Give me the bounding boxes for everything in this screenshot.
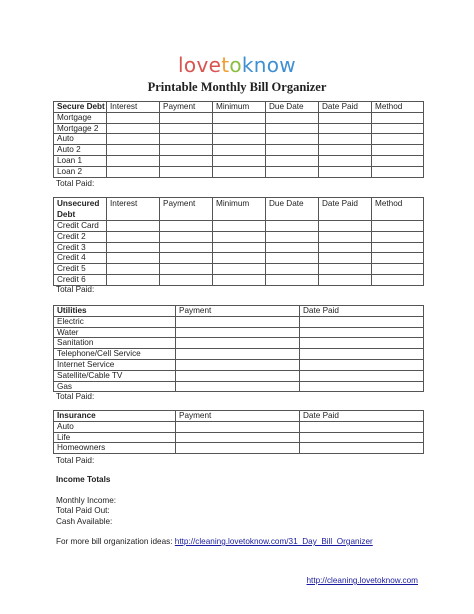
cell[interactable] bbox=[107, 274, 160, 285]
row-label: Credit 3 bbox=[54, 242, 107, 253]
bill-organizer-link[interactable]: http://cleaning.lovetoknow.com/31_Day_Bill_Organizer bbox=[174, 537, 373, 546]
cell[interactable] bbox=[176, 359, 300, 370]
cell[interactable] bbox=[160, 264, 213, 275]
cell[interactable] bbox=[300, 443, 424, 454]
cell[interactable] bbox=[176, 338, 300, 349]
cell[interactable] bbox=[160, 231, 213, 242]
cell[interactable] bbox=[107, 155, 160, 166]
monthly-income-label: Monthly Income: bbox=[56, 496, 117, 505]
cell[interactable] bbox=[266, 274, 319, 285]
cell[interactable] bbox=[213, 155, 266, 166]
cell[interactable] bbox=[300, 359, 424, 370]
insurance-total-paid-label: Total Paid: bbox=[56, 456, 95, 465]
footer-prefix: For more bill organization ideas: bbox=[56, 537, 175, 546]
row-label: Loan 2 bbox=[54, 166, 107, 177]
bottom-site-link[interactable]: http://cleaning.lovetoknow.com bbox=[306, 576, 418, 585]
cell[interactable] bbox=[319, 221, 372, 232]
secure-total-paid-label: Total Paid: bbox=[56, 179, 95, 188]
utilities-table bbox=[53, 305, 424, 392]
cell[interactable] bbox=[107, 145, 160, 156]
cell[interactable] bbox=[372, 231, 424, 242]
cell[interactable] bbox=[213, 264, 266, 275]
table-row bbox=[54, 134, 424, 145]
cell[interactable] bbox=[372, 134, 424, 145]
cell[interactable] bbox=[176, 421, 300, 432]
cell[interactable] bbox=[176, 370, 300, 381]
table-row bbox=[54, 381, 424, 392]
cell[interactable] bbox=[160, 242, 213, 253]
row-label: Electric bbox=[54, 316, 176, 327]
cell[interactable] bbox=[319, 166, 372, 177]
cell[interactable] bbox=[107, 242, 160, 253]
table-row bbox=[54, 253, 424, 264]
table-row bbox=[54, 221, 424, 232]
row-label: Sanitation bbox=[54, 338, 176, 349]
cell[interactable] bbox=[372, 221, 424, 232]
cell[interactable] bbox=[266, 231, 319, 242]
row-label: Auto 2 bbox=[54, 145, 107, 156]
cell[interactable] bbox=[372, 155, 424, 166]
cell[interactable] bbox=[300, 381, 424, 392]
table-row bbox=[54, 123, 424, 134]
cell[interactable] bbox=[266, 253, 319, 264]
logo-segment-love: love bbox=[178, 53, 222, 77]
cell[interactable] bbox=[213, 123, 266, 134]
table-row bbox=[54, 274, 424, 285]
table-row bbox=[54, 231, 424, 242]
cell[interactable] bbox=[300, 338, 424, 349]
logo-segment-know: know bbox=[241, 53, 296, 77]
cell[interactable] bbox=[372, 274, 424, 285]
cell[interactable] bbox=[266, 264, 319, 275]
table-row bbox=[54, 242, 424, 253]
table-row bbox=[54, 316, 424, 327]
row-label: Satellite/Cable TV bbox=[54, 370, 176, 381]
cell[interactable] bbox=[300, 327, 424, 338]
unsecured-debt-table bbox=[53, 197, 424, 286]
cell[interactable] bbox=[213, 145, 266, 156]
column-header: Payment bbox=[160, 198, 213, 221]
column-header: Date Paid bbox=[300, 411, 424, 422]
cell[interactable] bbox=[107, 253, 160, 264]
cell[interactable] bbox=[319, 253, 372, 264]
cell[interactable] bbox=[176, 349, 300, 360]
row-label: Auto bbox=[54, 134, 107, 145]
cell[interactable] bbox=[372, 242, 424, 253]
table-row bbox=[54, 338, 424, 349]
column-header: Date Paid bbox=[319, 102, 372, 113]
table-row bbox=[54, 432, 424, 443]
cell[interactable] bbox=[266, 134, 319, 145]
footer-text bbox=[56, 537, 373, 547]
column-header: Insurance bbox=[54, 411, 176, 422]
cell[interactable] bbox=[176, 432, 300, 443]
cell[interactable] bbox=[213, 134, 266, 145]
cell[interactable] bbox=[160, 253, 213, 264]
cell[interactable] bbox=[160, 112, 213, 123]
row-label: Mortgage bbox=[54, 112, 107, 123]
cell[interactable] bbox=[300, 370, 424, 381]
column-header: Minimum bbox=[213, 198, 266, 221]
cell[interactable] bbox=[300, 316, 424, 327]
income-totals-heading: Income Totals bbox=[56, 475, 111, 484]
cash-available-label: Cash Available: bbox=[56, 517, 113, 526]
table-row bbox=[54, 264, 424, 275]
cell[interactable] bbox=[160, 274, 213, 285]
table-row bbox=[54, 359, 424, 370]
table-row bbox=[54, 155, 424, 166]
column-header: Method bbox=[372, 198, 424, 221]
table-row bbox=[54, 166, 424, 177]
column-header: Method bbox=[372, 102, 424, 113]
row-label: Credit 6 bbox=[54, 274, 107, 285]
column-header: Payment bbox=[176, 411, 300, 422]
cell[interactable] bbox=[176, 316, 300, 327]
row-label: Loan 1 bbox=[54, 155, 107, 166]
cell[interactable] bbox=[372, 145, 424, 156]
cell[interactable] bbox=[160, 145, 213, 156]
cell[interactable] bbox=[300, 432, 424, 443]
cell[interactable] bbox=[319, 145, 372, 156]
column-header: Payment bbox=[160, 102, 213, 113]
cell[interactable] bbox=[266, 155, 319, 166]
row-label: Credit 5 bbox=[54, 264, 107, 275]
column-header: Secure Debt bbox=[54, 102, 107, 113]
column-header: Date Paid bbox=[319, 198, 372, 221]
table-row bbox=[54, 145, 424, 156]
table-row bbox=[54, 370, 424, 381]
cell[interactable] bbox=[213, 166, 266, 177]
cell[interactable] bbox=[319, 155, 372, 166]
cell[interactable] bbox=[266, 166, 319, 177]
cell[interactable] bbox=[176, 381, 300, 392]
page-title: Printable Monthly Bill Organizer bbox=[147, 80, 327, 94]
cell[interactable] bbox=[372, 166, 424, 177]
cell[interactable] bbox=[319, 134, 372, 145]
cell[interactable] bbox=[300, 421, 424, 432]
row-label: Life bbox=[54, 432, 176, 443]
column-header: Payment bbox=[176, 306, 300, 317]
row-label: Homeowners bbox=[54, 443, 176, 454]
column-header: Due Date bbox=[266, 102, 319, 113]
cell[interactable] bbox=[107, 123, 160, 134]
table-row bbox=[54, 443, 424, 454]
cell[interactable] bbox=[107, 112, 160, 123]
cell[interactable] bbox=[213, 274, 266, 285]
row-label: Water bbox=[54, 327, 176, 338]
row-label: Auto bbox=[54, 421, 176, 432]
column-header: Interest bbox=[107, 102, 160, 113]
cell[interactable] bbox=[372, 264, 424, 275]
cell[interactable] bbox=[213, 242, 266, 253]
cell[interactable] bbox=[176, 443, 300, 454]
table-header-row bbox=[54, 411, 424, 422]
table-row bbox=[54, 349, 424, 360]
cell[interactable] bbox=[300, 349, 424, 360]
cell[interactable] bbox=[319, 123, 372, 134]
cell[interactable] bbox=[160, 221, 213, 232]
cell[interactable] bbox=[319, 242, 372, 253]
table-row bbox=[54, 112, 424, 123]
cell[interactable] bbox=[266, 145, 319, 156]
cell[interactable] bbox=[107, 221, 160, 232]
cell[interactable] bbox=[372, 123, 424, 134]
cell[interactable] bbox=[176, 327, 300, 338]
table-header-row bbox=[54, 306, 424, 317]
column-header: Minimum bbox=[213, 102, 266, 113]
unsecured-total-paid-label: Total Paid: bbox=[56, 285, 95, 294]
total-paid-out-label: Total Paid Out: bbox=[56, 506, 110, 515]
column-header: Date Paid bbox=[300, 306, 424, 317]
cell[interactable] bbox=[266, 123, 319, 134]
table-row bbox=[54, 421, 424, 432]
cell[interactable] bbox=[319, 264, 372, 275]
cell[interactable] bbox=[160, 155, 213, 166]
cell[interactable] bbox=[107, 231, 160, 242]
logo-segment-t: t bbox=[221, 53, 230, 77]
row-label: Internet Service bbox=[54, 359, 176, 370]
secure-debt-table bbox=[53, 101, 424, 178]
cell[interactable] bbox=[160, 166, 213, 177]
row-label: Credit 2 bbox=[54, 231, 107, 242]
cell[interactable] bbox=[319, 112, 372, 123]
cell[interactable] bbox=[266, 242, 319, 253]
row-label: Gas bbox=[54, 381, 176, 392]
lovetoknow-logo bbox=[0, 53, 474, 77]
column-header: Utilities bbox=[54, 306, 176, 317]
row-label: Telephone/Cell Service bbox=[54, 349, 176, 360]
cell[interactable] bbox=[266, 221, 319, 232]
cell[interactable] bbox=[160, 123, 213, 134]
cell[interactable] bbox=[319, 231, 372, 242]
cell[interactable] bbox=[213, 231, 266, 242]
cell[interactable] bbox=[319, 274, 372, 285]
cell[interactable] bbox=[160, 134, 213, 145]
cell[interactable] bbox=[372, 112, 424, 123]
utilities-total-paid-label: Total Paid: bbox=[56, 392, 95, 401]
cell[interactable] bbox=[107, 134, 160, 145]
column-header: Due Date bbox=[266, 198, 319, 221]
cell[interactable] bbox=[213, 253, 266, 264]
insurance-table bbox=[53, 410, 424, 454]
cell[interactable] bbox=[213, 221, 266, 232]
row-label: Mortgage 2 bbox=[54, 123, 107, 134]
table-row bbox=[54, 327, 424, 338]
cell[interactable] bbox=[213, 112, 266, 123]
cell[interactable] bbox=[266, 112, 319, 123]
table-header-row bbox=[54, 198, 424, 221]
column-header: Interest bbox=[107, 198, 160, 221]
column-header: Unsecured Debt bbox=[54, 198, 107, 221]
cell[interactable] bbox=[372, 253, 424, 264]
logo-segment-o: o bbox=[229, 53, 242, 77]
row-label: Credit Card bbox=[54, 221, 107, 232]
cell[interactable] bbox=[107, 166, 160, 177]
row-label: Credit 4 bbox=[54, 253, 107, 264]
cell[interactable] bbox=[107, 264, 160, 275]
table-header-row bbox=[54, 102, 424, 113]
